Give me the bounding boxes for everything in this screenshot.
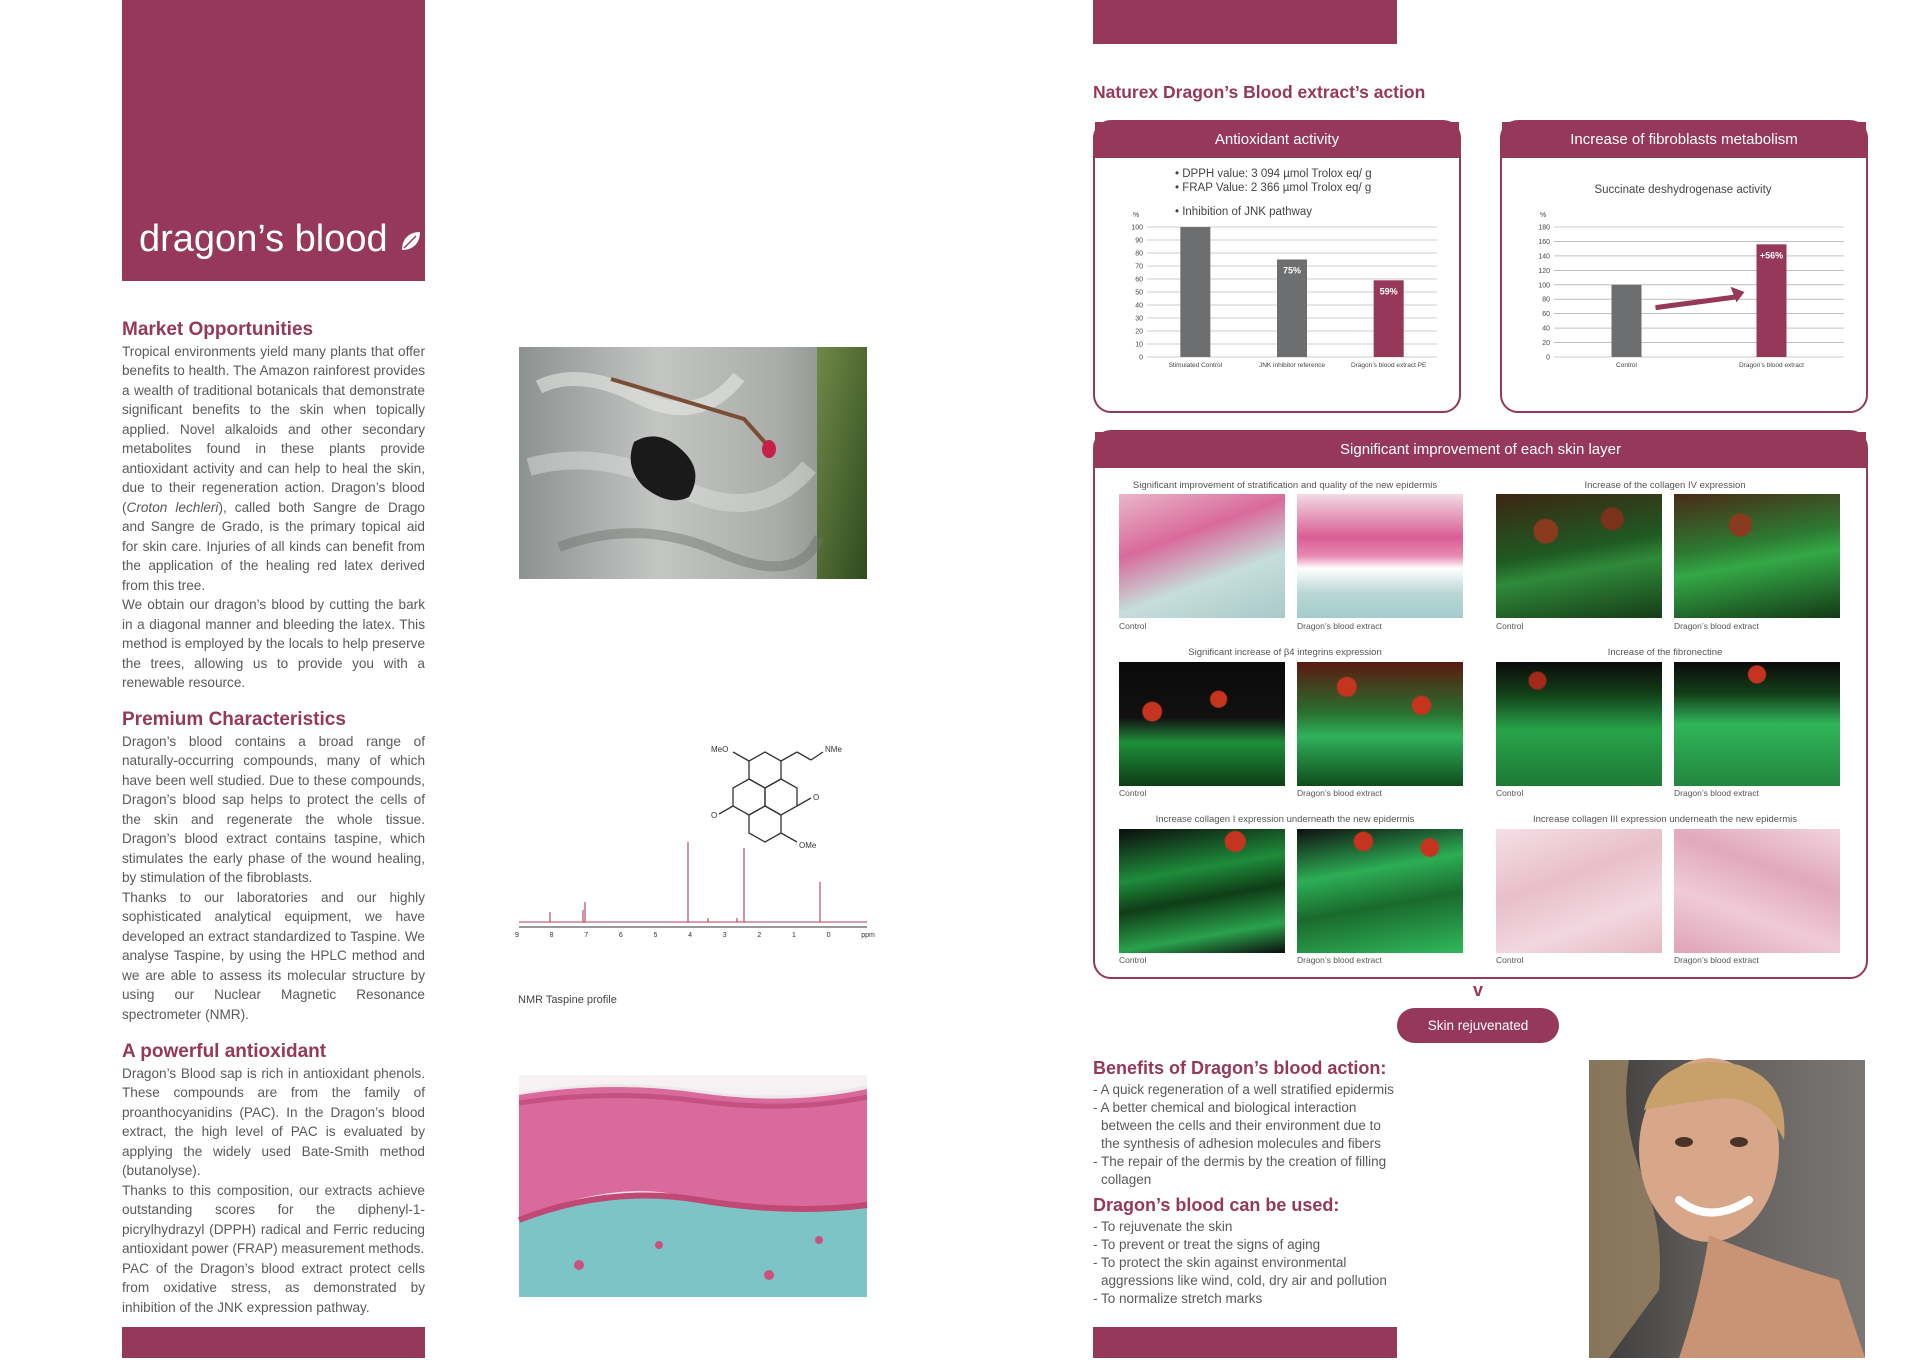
nmr-caption: NMR Taspine profile	[518, 994, 617, 1006]
fibroblast-chart	[1516, 212, 1846, 394]
premium-paragraph-1: Dragon’s blood contains a broad range of naturally-occurring compounds, many of which have been well studied. Due to these compounds, Dragon’s blood sap helps to protect the cells of the skin and regenerate the whole tissue. Dragon’s blood extract contains taspine, which stimulates the early phase of the wound healing, by stimulation of the fibroblasts.	[122, 733, 425, 885]
caption-control: Control	[1496, 788, 1524, 798]
nmr-tick: 6	[618, 932, 623, 939]
y-tick-label: 90	[1135, 237, 1143, 245]
molecule-label-o-left: O	[711, 811, 718, 820]
panel-title: Significant increase of β4 integrins expression	[1188, 647, 1382, 658]
caption-control: Control	[1496, 621, 1524, 631]
bar-value-label: +56%	[1759, 250, 1784, 261]
premium-section	[122, 710, 425, 1024]
jnk-note: • Inhibition of JNK pathway	[1175, 206, 1312, 218]
histology-photo	[519, 1075, 867, 1297]
y-tick-label: 20	[1542, 340, 1550, 348]
antioxidant-paragraph-1: Dragon’s Blood sap is rich in antioxidant phenols. These compounds are from the family of proanthocyanidins (PAC). In the Dragon’s blood extract, the high level of PAC is evaluated by applying the widely used Bate-Smith method (butanolyse).	[122, 1065, 425, 1178]
caption-treated: Dragon’s blood extract	[1297, 788, 1382, 798]
antioxidant-box-title: Antioxidant activity	[1095, 122, 1459, 158]
dpph-note: • DPPH value: 3 094 µmol Trolox eq/ g	[1175, 168, 1372, 180]
y-tick-label: 140	[1538, 253, 1550, 261]
panel-title: Increase collagen I expression underneath the new epidermis	[1155, 814, 1415, 825]
micro-image-treated	[1297, 494, 1463, 618]
nmr-tick: 4	[688, 932, 693, 939]
molecule-label-o-right: O	[813, 793, 820, 802]
uses-list	[1093, 1218, 1398, 1308]
premium-paragraph-2: Thanks to our laboratories and our highly sophisticated analytical equipment, we have developed an extract standardized to Taspine. We analyse Taspine, by using the HPLC method and we are able to assess its molecular structure by using our Nuclear Magnetic Resonance spectrometer (NMR).	[122, 889, 425, 1022]
category-label: Control	[1616, 362, 1637, 369]
bar	[1612, 285, 1642, 357]
bar	[1180, 227, 1210, 357]
nmr-tick: 0	[826, 932, 831, 939]
micro-image-treated	[1297, 829, 1463, 953]
caption-treated: Dragon’s blood extract	[1674, 955, 1759, 965]
nmr-spectrum	[515, 840, 875, 940]
nmr-tick: 9	[515, 932, 519, 939]
molecule-label-meo: MeO	[711, 745, 729, 754]
caption-control: Control	[1119, 621, 1147, 631]
benefits-title: Benefits of Dragon’s blood action:	[1093, 1058, 1387, 1078]
micro-image-treated	[1674, 829, 1840, 953]
benefit-item: - A better chemical and biological interaction between the cells and their environment due to the synthesis of adhesion molecules and fibers	[1093, 1100, 1381, 1151]
tree-bark-photo	[519, 347, 867, 579]
use-item: - To normalize stretch marks	[1093, 1291, 1263, 1306]
micro-image-control	[1119, 494, 1285, 618]
antioxidant-title: A powerful antioxidant	[122, 1041, 327, 1062]
bar-value-label: 59%	[1379, 286, 1398, 297]
micro-image-control	[1119, 829, 1285, 953]
benefits-section	[1093, 1058, 1398, 1308]
panel-title: Significant improvement of stratification and quality of the new epidermis	[1132, 480, 1438, 491]
nmr-tick: 2	[757, 932, 762, 939]
nmr-tick: 1	[792, 932, 796, 939]
market-section	[122, 320, 425, 693]
micro-image-treated	[1674, 662, 1840, 786]
category-label: Stimulated Control	[1168, 362, 1223, 369]
skin-layer-box	[1093, 430, 1868, 979]
fibroblast-subtitle: Succinate deshydrogenase activity	[1594, 184, 1772, 196]
panel-title: Increase of the fibronectine	[1607, 647, 1723, 658]
use-item: - To prevent or treat the signs of aging	[1093, 1237, 1321, 1252]
antioxidant-notes	[1175, 167, 1372, 219]
uses-title: Dragon’s blood can be used:	[1093, 1195, 1340, 1215]
skin-rejuvenated-label: Skin rejuvenated	[1427, 1018, 1529, 1033]
y-tick-label: 120	[1538, 267, 1550, 275]
molecule-label-ome: OMe	[799, 841, 817, 850]
y-tick-label: 40	[1542, 325, 1550, 333]
caption-treated: Dragon’s blood extract	[1674, 788, 1759, 798]
benefit-item: - A quick regeneration of a well stratified epidermis	[1093, 1082, 1394, 1097]
brand-title: dragon’s blood	[139, 218, 422, 261]
y-tick-label: 20	[1135, 328, 1143, 336]
y-tick-label: 80	[1542, 296, 1550, 304]
nmr-axis-ticks	[515, 932, 875, 939]
panel-title: Increase collagen III expression underneath the new epidermis	[1532, 814, 1798, 825]
caption-treated: Dragon’s blood extract	[1297, 621, 1382, 631]
micro-image-control	[1119, 662, 1285, 786]
fibroblast-box	[1500, 120, 1868, 413]
antioxidant-paragraph-2: Thanks to this composition, our extracts achieve outstanding scores for the diphenyl-1-picrylhydrazyl (DPPH) radical and Ferric reducing antioxidant power (FRAP) measurement methods.	[122, 1182, 425, 1256]
caption-treated: Dragon’s blood extract	[1297, 955, 1382, 965]
antioxidant-paragraph-3: PAC of the Dragon’s blood extract protect cells from oxidative stress, as demonstrated by inhibition of the JNK expression pathway.	[122, 1260, 425, 1315]
caption-control: Control	[1496, 955, 1524, 965]
y-tick-label: 0	[1139, 354, 1143, 362]
market-title: Market Opportunities	[122, 319, 314, 340]
y-axis-unit: %	[1540, 212, 1547, 219]
header-block-right	[1093, 0, 1397, 44]
nmr-tick: 8	[549, 932, 554, 939]
y-tick-label: 30	[1135, 315, 1143, 323]
market-paragraph-2: We obtain our dragon’s blood by cutting the bark in a diagonal manner and bleeding the latex. This method is employed by the locals to help preserve the trees, allowing us to provide you with a renewable resource.	[122, 597, 425, 690]
y-tick-label: 60	[1135, 276, 1143, 284]
trend-arrow	[1656, 297, 1739, 308]
category-label: Dragon’s blood extract	[1739, 362, 1804, 369]
bar-value-label: 75%	[1282, 265, 1302, 276]
nmr-tick: ppm	[861, 932, 875, 939]
antioxidant-section	[122, 1042, 425, 1317]
micro-image-treated	[1297, 662, 1463, 786]
use-item: - To rejuvenate the skin	[1093, 1219, 1233, 1234]
nmr-tick: 3	[722, 932, 727, 939]
benefits-list	[1093, 1081, 1398, 1189]
panel-title: Increase of the collagen IV expression	[1584, 480, 1746, 491]
skin-rejuvenated-badge	[1397, 1008, 1559, 1043]
category-label: Dragon’s blood extract PE	[1350, 362, 1427, 369]
benefit-item: - The repair of the dermis by the creation of filling collagen	[1093, 1154, 1387, 1187]
caption-control: Control	[1119, 788, 1147, 798]
frap-note: • FRAP Value: 2 366 µmol Trolox eq/ g	[1175, 182, 1372, 194]
micro-image-control	[1496, 829, 1662, 953]
right-title: Naturex Dragon’s Blood extract’s action	[1093, 82, 1426, 102]
nmr-tick: 7	[584, 932, 589, 939]
y-tick-label: 70	[1135, 263, 1143, 271]
y-tick-label: 0	[1546, 354, 1550, 362]
caption-control: Control	[1119, 955, 1147, 965]
footer-block-left	[122, 1327, 425, 1358]
y-tick-label: 100	[1131, 224, 1143, 232]
skin-layer-title: Significant improvement of each skin layer	[1095, 432, 1866, 468]
y-tick-label: 100	[1538, 282, 1550, 290]
portrait-photo	[1589, 1060, 1865, 1358]
nmr-figure	[515, 730, 875, 1010]
antioxidant-box	[1093, 120, 1461, 413]
y-tick-label: 80	[1135, 250, 1143, 258]
y-tick-label: 160	[1538, 238, 1550, 246]
y-tick-label: 40	[1135, 302, 1143, 310]
micro-image-control	[1496, 494, 1662, 618]
y-tick-label: 60	[1542, 311, 1550, 319]
micro-image-control	[1496, 662, 1662, 786]
market-paragraph-1: Tropical environments yield many plants that offer benefits to health. The Amazon rainforest provides a wealth of traditional botanicals that demonstrate significant benefits to the skin when topically applied. Novel alkaloids and other secondary metabolites found in these plants provide antioxidant activity and can help to heal the skin, due to their regeneration action. Dragon’s blood (Croton lechleri), called both Sangre de Drago and Sangre de Grado, is the primary topical aid for skin care. Injuries of all kinds can benefit from the application of the healing red latex derived from this tree.	[122, 343, 425, 593]
footer-block-right	[1093, 1327, 1397, 1358]
molecule-label-nme2: NMe	[825, 745, 842, 754]
y-tick-label: 180	[1538, 224, 1550, 232]
premium-title: Premium Characteristics	[122, 709, 346, 730]
y-axis-unit: %	[1133, 212, 1140, 219]
chevron-down-icon: v	[1472, 980, 1483, 1000]
nmr-tick: 5	[653, 932, 658, 939]
y-tick-label: 50	[1135, 289, 1143, 297]
trend-arrow-head	[1731, 287, 1745, 303]
category-label: JNK inhibitor reference	[1258, 362, 1326, 369]
y-tick-label: 10	[1135, 341, 1143, 349]
leaf-icon	[400, 230, 422, 252]
micro-image-treated	[1674, 494, 1840, 618]
use-item: - To protect the skin against environmental aggressions like wind, cold, dry air and pollution	[1093, 1255, 1387, 1288]
caption-treated: Dragon’s blood extract	[1674, 621, 1759, 631]
bar	[1757, 244, 1787, 357]
brand-header-block	[122, 0, 425, 281]
fibroblast-box-title: Increase of fibroblasts metabolism	[1502, 122, 1866, 158]
